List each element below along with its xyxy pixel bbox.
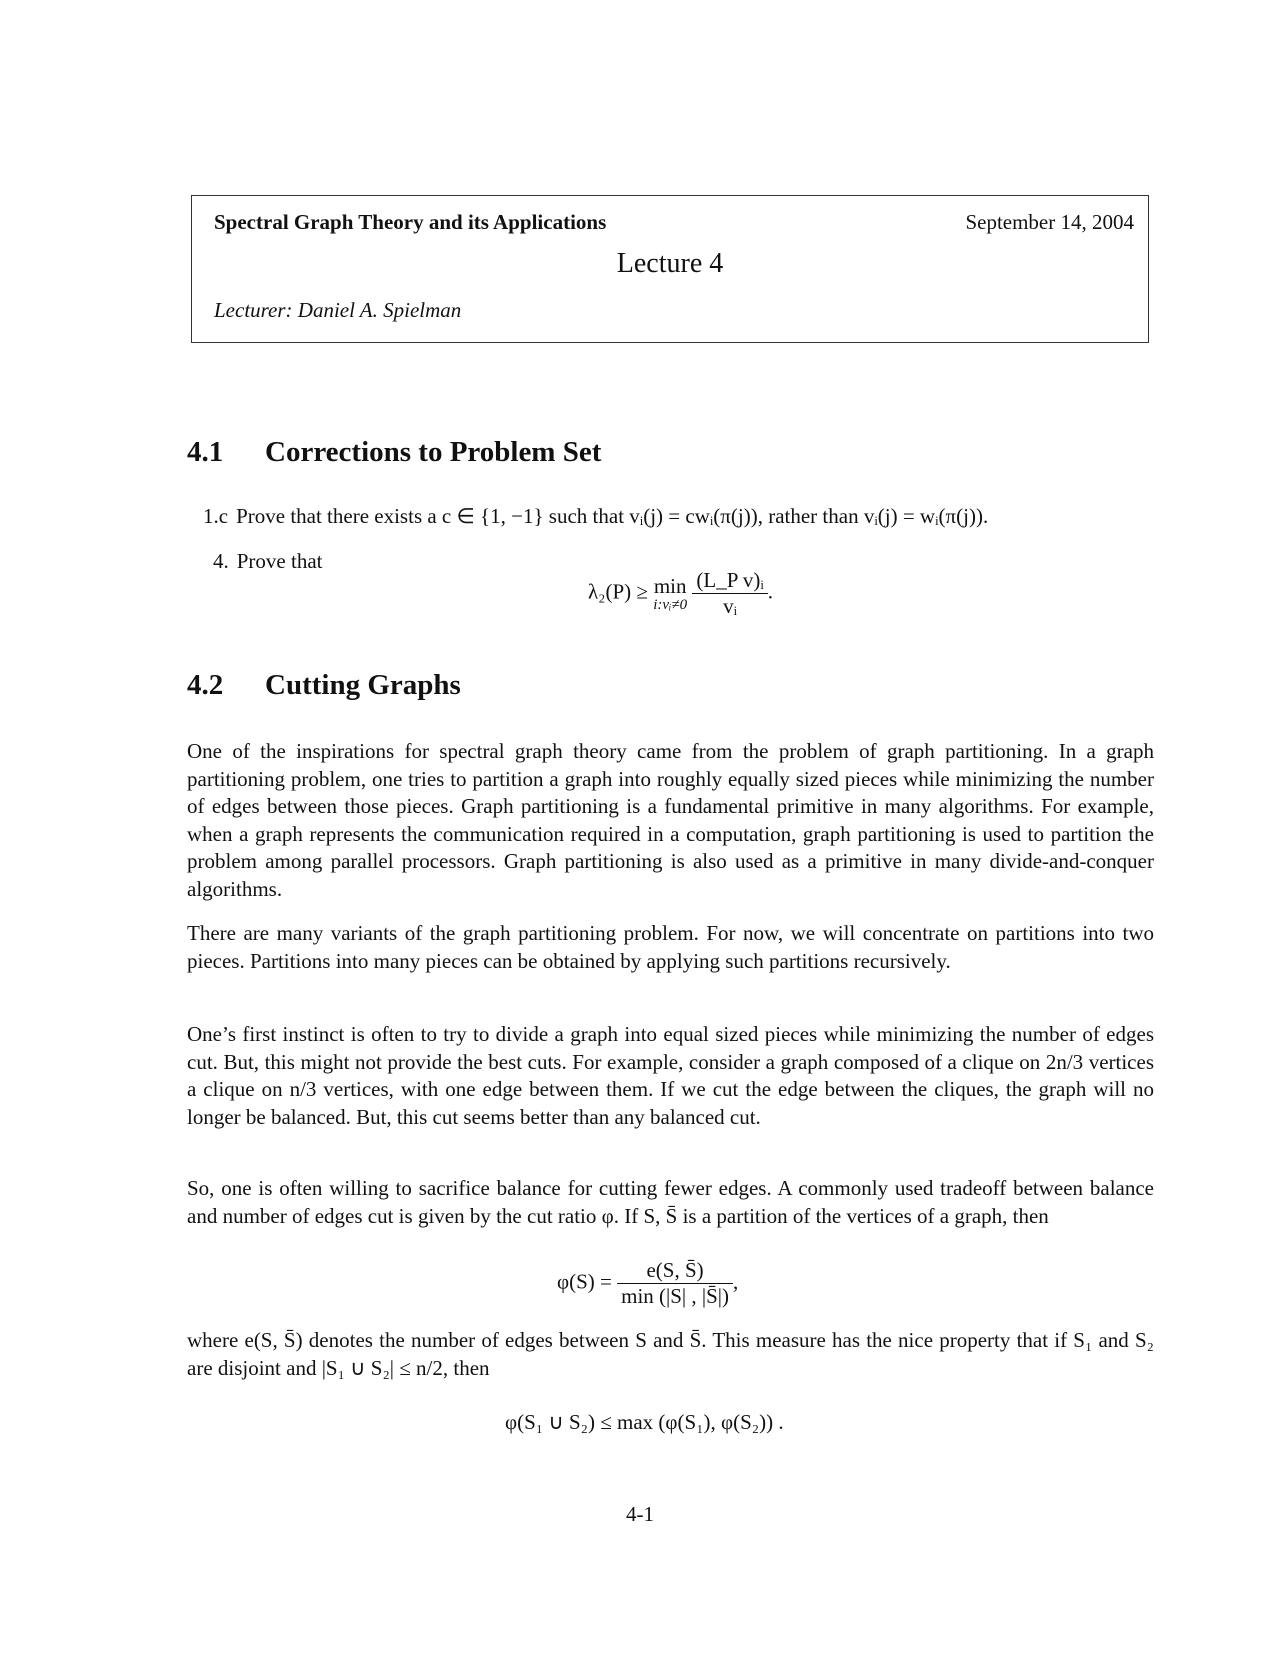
formula-end: ,: [732, 1269, 739, 1294]
item-label: 1.c: [203, 504, 229, 528]
union-inequality: φ(S₁ ∪ S₂) ≤ max (φ(S₁), φ(S₂)) .: [505, 1410, 784, 1434]
lecturer-name: Lecturer: Daniel A. Spielman: [214, 298, 462, 322]
fraction: [692, 568, 767, 619]
formula-lhs: λ₂(P) ≥: [588, 579, 648, 604]
item-text: Prove that there exists a c ∈ {1, −1} such that vᵢ(j) = cwᵢ(π(j)), rather than vᵢ(j) = wᵢ(π(j)).: [236, 504, 989, 528]
denominator: min (|S| , |S̄|): [621, 1284, 729, 1308]
numerator: e(S, S̄): [617, 1258, 733, 1284]
paragraph: One’s first instinct is often to try to divide a graph into equal sized pieces while minimizing the number of edges cut. But, this might not provide the best cuts. For example, consider a graph composed of a clique on 2n/3 vertices a clique on n/3 vertices, with one edge between them. If we cut the edge between the cliques, the graph will no longer be balanced. But, this cut seems better than any balanced cut.: [187, 1022, 1154, 1129]
min-operator: min i:vᵢ≠0: [653, 573, 688, 613]
section-heading-4-1: [187, 436, 601, 469]
course-title: Spectral Graph Theory and its Applications: [214, 210, 607, 234]
paragraph: One of the inspirations for spectral graph theory came from the problem of graph partitioning. In a graph partitioning problem, one tries to partition a graph into roughly equally sized pieces while minimizing the number of edges between those pieces. Graph partitioning is a fundamental primitive in many algorithms. For example, when a graph represents the communication required in a computation, graph partitioning is used to partition the problem among parallel processors. Graph partitioning is also used as a primitive in many divide-and-conquer algorithms.: [187, 739, 1154, 901]
section-number: 4.2: [187, 669, 224, 701]
cut-ratio-formula: [557, 1258, 738, 1309]
denominator: vᵢ: [723, 594, 738, 618]
section-heading-4-2: [187, 669, 461, 702]
item-text: Prove that: [236, 549, 323, 573]
correction-item-1c: [203, 504, 988, 529]
lecture-date: September 14, 2004: [965, 210, 1134, 234]
correction-item-4: [213, 549, 322, 574]
page-number: 4-1: [626, 1502, 654, 1526]
lambda-inequality: [588, 568, 773, 619]
item-label: 4.: [213, 549, 229, 573]
section-number: 4.1: [187, 436, 224, 468]
paragraph: There are many variants of the graph partitioning problem. For now, we will concentrate on partitions into two pieces. Partitions into many pieces can be obtained by applying such partitions recursively.: [187, 921, 1154, 973]
paragraph: So, one is often willing to sacrifice balance for cutting fewer edges. A commonly used tradeoff between balance and number of edges cut is given by the cut ratio φ. If S, S̄ is a partition of the vertices of a graph, then: [187, 1176, 1154, 1228]
fraction: [617, 1258, 733, 1309]
paragraph: where e(S, S̄) denotes the number of edges between S and S̄. This measure has the nice property that if S₁ and S₂ are disjoint and |S₁ ∪ S₂| ≤ n/2, then: [187, 1328, 1154, 1380]
formula-lhs: φ(S) =: [557, 1269, 612, 1294]
section-title: Cutting Graphs: [265, 669, 461, 701]
numerator: (L_P v)ᵢ: [692, 568, 767, 594]
section-title: Corrections to Problem Set: [265, 436, 602, 468]
formula-end: .: [767, 579, 774, 604]
lecture-header-box: [191, 195, 1149, 343]
lecture-number: Lecture 4: [616, 248, 724, 279]
